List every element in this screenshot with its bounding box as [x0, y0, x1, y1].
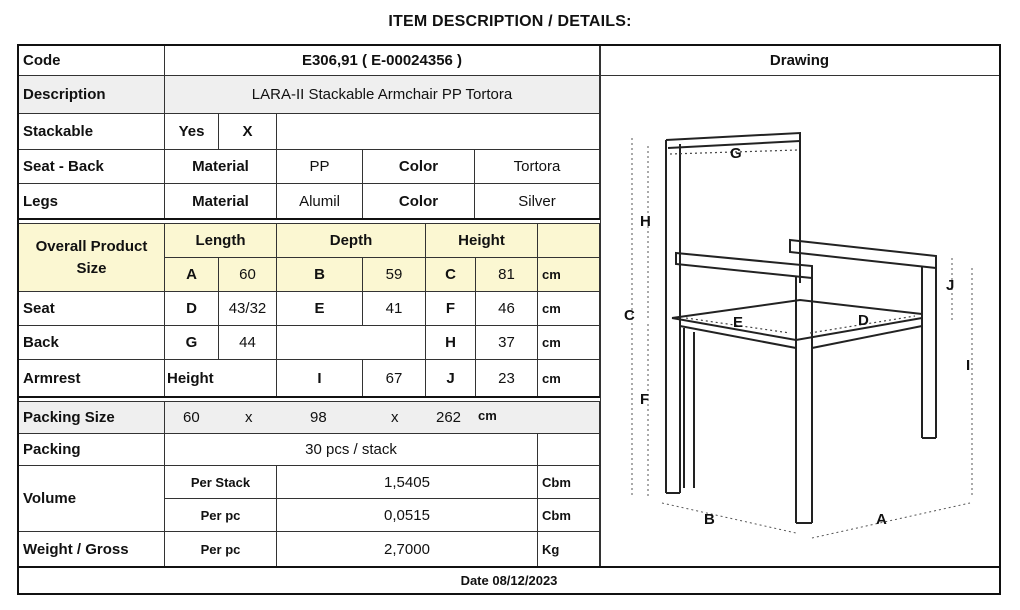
dim-a-value: 60	[219, 258, 277, 292]
legs-material: Alumil	[277, 184, 363, 218]
dim-label-e: E	[733, 314, 744, 331]
weight-label: Weight / Gross	[19, 532, 165, 566]
stackable-mark: X	[219, 114, 277, 150]
dim-label-a: A	[876, 511, 887, 528]
chair-outline	[666, 133, 936, 523]
dim-label-i: I	[966, 357, 971, 374]
packing-label: Packing	[19, 434, 165, 466]
dim-f-letter: F	[426, 292, 476, 326]
dim-d-value: 43/32	[219, 292, 277, 326]
dim-i-value: 67	[363, 360, 426, 396]
dim-i-letter: I	[277, 360, 363, 396]
volume-per-pc-value: 0,0515	[277, 499, 538, 532]
dim-label-f: F	[640, 391, 650, 408]
packing-value: 30 pcs / stack	[165, 434, 538, 466]
packing-width: 60	[183, 409, 200, 426]
weight-value: 2,7000	[277, 532, 538, 566]
legs-color-label: Color	[363, 184, 475, 218]
overall-unit: cm	[538, 258, 600, 292]
description-value: LARA-II Stackable Armchair PP Tortora	[165, 76, 600, 114]
stackable-yes: Yes	[165, 114, 219, 150]
dim-label-g: G	[730, 145, 742, 162]
dim-b-letter: B	[277, 258, 363, 292]
weight-per-pc-label: Per pc	[165, 532, 277, 566]
dim-label-h: H	[640, 213, 651, 230]
packing-depth: 98	[310, 409, 327, 426]
dim-label-c: C	[624, 307, 635, 324]
code-label: Code	[19, 46, 165, 76]
dim-g-value: 44	[219, 326, 277, 360]
seat-dimension-lines	[670, 150, 915, 333]
dim-label-j: J	[946, 277, 955, 294]
packing-x2: x	[391, 409, 399, 426]
packing-size-label: Packing Size	[19, 402, 165, 434]
page-title: ITEM DESCRIPTION / DETAILS:	[388, 13, 632, 30]
dim-d-letter: D	[165, 292, 219, 326]
packing-size-row	[165, 402, 600, 434]
height-header: Height	[426, 224, 538, 258]
armrest-unit: cm	[538, 360, 600, 396]
description-label: Description	[19, 76, 165, 114]
date-footer: Date 08/12/2023	[460, 572, 558, 588]
stackable-empty	[277, 114, 600, 150]
volume-per-stack-label: Per Stack	[165, 466, 277, 499]
armrest-height-label: Height	[165, 360, 277, 396]
volume-unit-stack: Cbm	[538, 466, 600, 499]
dim-label-d: D	[858, 312, 869, 329]
volume-unit-pc: Cbm	[538, 499, 600, 532]
overall-size-label: Overall Product Size	[19, 224, 165, 292]
dim-g-letter: G	[165, 326, 219, 360]
packing-height: 262	[436, 409, 462, 426]
seat-unit: cm	[538, 292, 600, 326]
dim-h-letter: H	[426, 326, 476, 360]
chair-drawing	[600, 78, 998, 564]
back-unit: cm	[538, 326, 600, 360]
seat-back-material: PP	[277, 150, 363, 184]
dim-e-letter: E	[277, 292, 363, 326]
dim-j-value: 23	[476, 360, 538, 396]
packing-unit: cm	[478, 408, 497, 423]
packing-x1: x	[245, 409, 253, 426]
weight-unit: Kg	[538, 532, 600, 566]
volume-per-pc-label: Per pc	[165, 499, 277, 532]
code-value: E306,91 ( E-00024356 )	[165, 46, 600, 76]
seat-back-material-label: Material	[165, 150, 277, 184]
volume-per-stack-value: 1,5405	[277, 466, 538, 499]
depth-header: Depth	[277, 224, 426, 258]
dim-label-b: B	[704, 511, 715, 528]
dim-a-letter: A	[165, 258, 219, 292]
seat-back-label: Seat - Back	[19, 150, 165, 184]
legs-material-label: Material	[165, 184, 277, 218]
back-label: Back	[19, 326, 165, 360]
legs-label: Legs	[19, 184, 165, 218]
seat-back-color-label: Color	[363, 150, 475, 184]
dim-e-value: 41	[363, 292, 426, 326]
dim-f-value: 46	[476, 292, 538, 326]
seat-label: Seat	[19, 292, 165, 326]
stackable-label: Stackable	[19, 114, 165, 150]
length-header: Length	[165, 224, 277, 258]
volume-label: Volume	[19, 466, 165, 532]
back-empty	[277, 326, 426, 360]
packing-empty	[538, 434, 600, 466]
dim-h-value: 37	[476, 326, 538, 360]
dim-j-letter: J	[426, 360, 476, 396]
armrest-label: Armrest	[19, 360, 165, 396]
header-empty	[538, 224, 600, 258]
drawing-label: Drawing	[600, 46, 999, 76]
legs-color: Silver	[475, 184, 600, 218]
dim-c-letter: C	[426, 258, 476, 292]
seat-back-color: Tortora	[475, 150, 600, 184]
dim-b-value: 59	[363, 258, 426, 292]
dim-c-value: 81	[476, 258, 538, 292]
